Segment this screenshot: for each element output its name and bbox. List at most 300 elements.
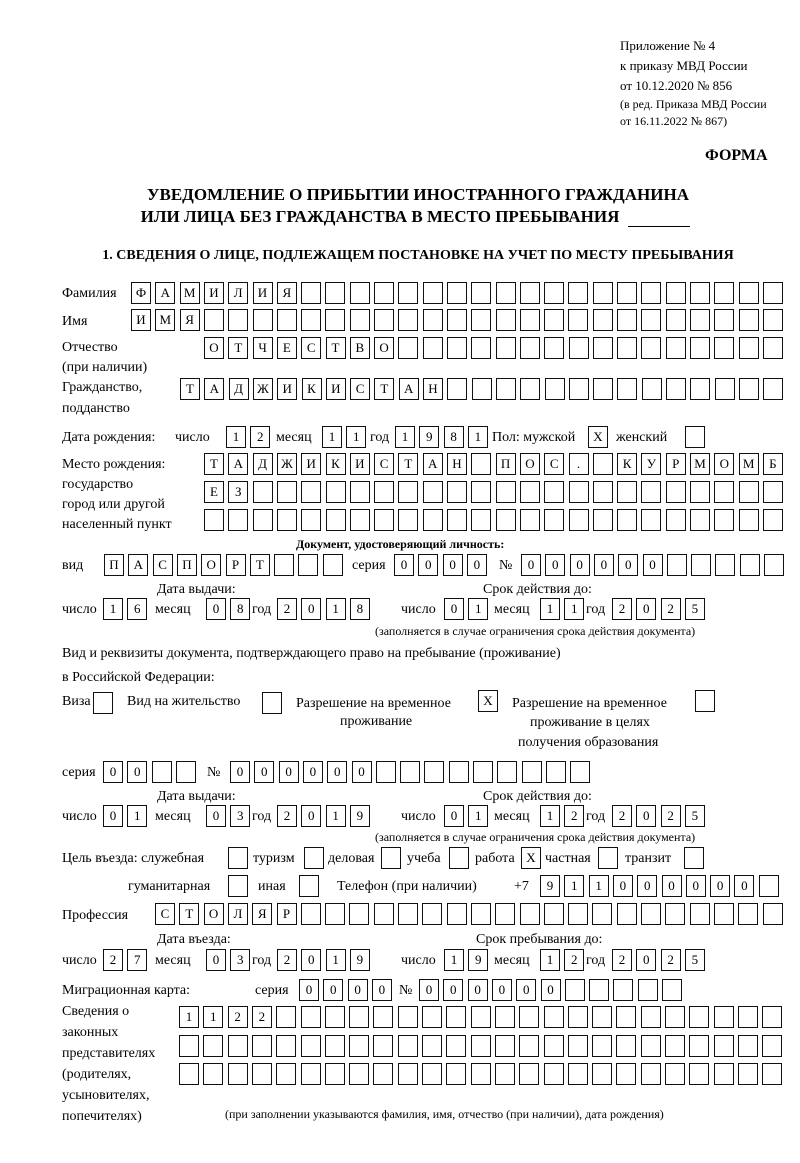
char-cell[interactable] [714,337,734,359]
char-cell[interactable]: 0 [492,979,512,1001]
char-cell[interactable] [398,903,418,925]
checkbox-cell[interactable] [381,847,401,869]
char-cell[interactable] [495,1006,515,1028]
char-cell[interactable] [447,282,467,304]
char-cell[interactable]: Е [204,481,224,503]
char-cell[interactable] [422,1063,442,1085]
char-cell[interactable] [715,378,735,400]
char-cell[interactable] [203,1035,223,1057]
char-cell[interactable]: 0 [301,949,321,971]
char-cell[interactable] [520,509,540,531]
char-cell[interactable]: 1 [346,426,366,448]
char-cell[interactable]: М [739,453,759,475]
char-cell[interactable] [496,378,516,400]
char-cell[interactable] [152,761,172,783]
char-cell[interactable] [763,378,783,400]
char-cell[interactable] [473,761,493,783]
char-cell[interactable] [203,1063,223,1085]
char-cell[interactable] [739,378,759,400]
char-cell[interactable] [495,903,515,925]
char-cell[interactable] [665,1035,685,1057]
char-cell[interactable] [471,509,491,531]
char-cell[interactable] [519,1006,539,1028]
char-cell[interactable] [762,1006,782,1028]
char-cell[interactable]: Т [180,378,200,400]
char-cell[interactable] [252,1035,272,1057]
char-cell[interactable] [301,481,321,503]
char-cell[interactable]: Р [277,903,297,925]
char-cell[interactable] [764,554,784,576]
char-cell[interactable] [519,1063,539,1085]
char-cell[interactable] [471,1006,491,1028]
char-cell[interactable] [471,1063,491,1085]
char-cell[interactable] [666,337,686,359]
char-cell[interactable] [641,481,661,503]
char-cell[interactable]: 0 [443,979,463,1001]
char-cell[interactable] [763,509,783,531]
char-cell[interactable] [544,282,564,304]
char-cell[interactable]: И [350,453,370,475]
char-cell[interactable] [423,282,443,304]
char-cell[interactable]: 0 [279,761,299,783]
char-cell[interactable] [520,309,540,331]
char-cell[interactable] [253,509,273,531]
char-cell[interactable]: 0 [206,805,226,827]
char-cell[interactable] [374,481,394,503]
char-cell[interactable] [763,903,783,925]
char-cell[interactable]: А [423,453,443,475]
char-cell[interactable] [739,509,759,531]
char-cell[interactable]: 1 [564,598,584,620]
char-cell[interactable]: 5 [685,805,705,827]
char-cell[interactable] [325,1035,345,1057]
char-cell[interactable] [544,481,564,503]
char-cell[interactable] [349,1063,369,1085]
char-cell[interactable]: 0 [662,875,682,897]
char-cell[interactable] [422,903,442,925]
char-cell[interactable] [617,309,637,331]
char-cell[interactable] [228,1035,248,1057]
char-cell[interactable]: 1 [468,805,488,827]
char-cell[interactable] [569,378,589,400]
char-cell[interactable] [689,1006,709,1028]
char-cell[interactable] [497,761,517,783]
char-cell[interactable]: 8 [444,426,464,448]
char-cell[interactable]: 1 [127,805,147,827]
char-cell[interactable]: 3 [230,805,250,827]
char-cell[interactable] [398,337,418,359]
char-cell[interactable] [276,1035,296,1057]
checkbox-cell[interactable] [262,692,282,714]
char-cell[interactable] [739,481,759,503]
char-cell[interactable]: К [302,378,322,400]
char-cell[interactable] [569,509,589,531]
char-cell[interactable] [398,1035,418,1057]
char-cell[interactable]: Д [253,453,273,475]
char-cell[interactable] [642,378,662,400]
char-cell[interactable] [447,337,467,359]
char-cell[interactable]: К [617,453,637,475]
char-cell[interactable]: 2 [228,1006,248,1028]
char-cell[interactable] [496,337,516,359]
char-cell[interactable]: 0 [594,554,614,576]
char-cell[interactable]: 0 [710,875,730,897]
char-cell[interactable]: 0 [444,805,464,827]
char-cell[interactable] [349,1006,369,1028]
char-cell[interactable] [544,509,564,531]
char-cell[interactable] [326,509,346,531]
char-cell[interactable] [276,1063,296,1085]
char-cell[interactable]: О [204,337,224,359]
char-cell[interactable] [520,378,540,400]
char-cell[interactable]: 0 [734,875,754,897]
char-cell[interactable]: У [641,453,661,475]
char-cell[interactable] [520,481,540,503]
char-cell[interactable] [617,337,637,359]
char-cell[interactable]: С [544,453,564,475]
char-cell[interactable]: Ж [253,378,273,400]
char-cell[interactable] [301,1006,321,1028]
char-cell[interactable]: 0 [643,554,663,576]
char-cell[interactable] [738,1063,758,1085]
char-cell[interactable]: 2 [661,598,681,620]
char-cell[interactable] [691,554,711,576]
char-cell[interactable]: П [104,554,124,576]
char-cell[interactable] [739,337,759,359]
char-cell[interactable] [495,1063,515,1085]
char-cell[interactable] [301,509,321,531]
char-cell[interactable]: О [520,453,540,475]
char-cell[interactable] [496,282,516,304]
char-cell[interactable]: . [569,453,589,475]
char-cell[interactable]: С [350,378,370,400]
char-cell[interactable] [666,282,686,304]
char-cell[interactable]: Ж [277,453,297,475]
char-cell[interactable]: 2 [564,805,584,827]
char-cell[interactable]: Т [250,554,270,576]
char-cell[interactable] [568,282,588,304]
char-cell[interactable] [690,309,710,331]
char-cell[interactable]: Н [423,378,443,400]
char-cell[interactable] [204,509,224,531]
char-cell[interactable]: 2 [564,949,584,971]
char-cell[interactable] [641,1063,661,1085]
char-cell[interactable] [472,378,492,400]
char-cell[interactable] [298,554,318,576]
char-cell[interactable]: 2 [277,805,297,827]
char-cell[interactable] [593,282,613,304]
char-cell[interactable] [714,282,734,304]
char-cell[interactable]: Д [229,378,249,400]
char-cell[interactable] [544,1006,564,1028]
char-cell[interactable]: А [204,378,224,400]
char-cell[interactable]: 2 [612,805,632,827]
char-cell[interactable]: 1 [103,598,123,620]
char-cell[interactable] [374,309,394,331]
char-cell[interactable] [592,1006,612,1028]
char-cell[interactable]: 0 [516,979,536,1001]
char-cell[interactable] [763,337,783,359]
char-cell[interactable]: 1 [326,805,346,827]
char-cell[interactable]: И [253,282,273,304]
char-cell[interactable] [565,979,585,1001]
char-cell[interactable]: 0 [303,761,323,783]
char-cell[interactable]: 1 [326,598,346,620]
char-cell[interactable]: С [155,903,175,925]
char-cell[interactable] [738,1006,758,1028]
char-cell[interactable] [447,903,467,925]
char-cell[interactable]: 0 [636,805,656,827]
char-cell[interactable]: 0 [206,949,226,971]
char-cell[interactable]: 0 [254,761,274,783]
checkbox-cell[interactable] [685,426,705,448]
char-cell[interactable] [641,282,661,304]
char-cell[interactable]: 9 [468,949,488,971]
char-cell[interactable] [423,337,443,359]
char-cell[interactable] [714,1035,734,1057]
char-cell[interactable]: 1 [179,1006,199,1028]
char-cell[interactable] [495,1035,515,1057]
char-cell[interactable] [665,903,685,925]
char-cell[interactable]: 0 [348,979,368,1001]
char-cell[interactable] [616,1006,636,1028]
char-cell[interactable]: 0 [545,554,565,576]
char-cell[interactable]: Т [204,453,224,475]
char-cell[interactable] [447,509,467,531]
char-cell[interactable]: 9 [350,949,370,971]
char-cell[interactable] [762,1035,782,1057]
char-cell[interactable] [374,903,394,925]
char-cell[interactable] [593,453,613,475]
char-cell[interactable] [374,509,394,531]
checkbox-cell[interactable]: X [478,690,498,712]
char-cell[interactable]: 0 [686,875,706,897]
char-cell[interactable] [447,481,467,503]
char-cell[interactable] [423,509,443,531]
char-cell[interactable] [617,509,637,531]
char-cell[interactable]: 2 [661,949,681,971]
char-cell[interactable]: Ч [253,337,273,359]
char-cell[interactable] [544,1035,564,1057]
checkbox-cell[interactable] [695,690,715,712]
char-cell[interactable]: И [204,282,224,304]
char-cell[interactable] [738,1035,758,1057]
char-cell[interactable]: О [201,554,221,576]
char-cell[interactable] [544,903,564,925]
char-cell[interactable]: 1 [540,805,560,827]
char-cell[interactable] [520,337,540,359]
char-cell[interactable] [690,378,710,400]
char-cell[interactable]: 0 [467,554,487,576]
char-cell[interactable]: 1 [468,426,488,448]
char-cell[interactable] [593,378,613,400]
char-cell[interactable] [471,481,491,503]
char-cell[interactable]: И [326,378,346,400]
char-cell[interactable]: Р [666,453,686,475]
char-cell[interactable]: 7 [127,949,147,971]
char-cell[interactable]: С [153,554,173,576]
char-cell[interactable]: О [374,337,394,359]
char-cell[interactable]: 0 [206,598,226,620]
char-cell[interactable] [422,1035,442,1057]
char-cell[interactable] [641,309,661,331]
char-cell[interactable] [641,903,661,925]
char-cell[interactable] [423,309,443,331]
char-cell[interactable] [176,761,196,783]
char-cell[interactable]: 2 [252,1006,272,1028]
char-cell[interactable]: 0 [327,761,347,783]
char-cell[interactable] [689,1063,709,1085]
char-cell[interactable]: 1 [468,598,488,620]
char-cell[interactable] [616,1035,636,1057]
char-cell[interactable]: 0 [418,554,438,576]
char-cell[interactable] [641,1006,661,1028]
char-cell[interactable] [228,309,248,331]
char-cell[interactable] [666,509,686,531]
char-cell[interactable] [398,282,418,304]
char-cell[interactable] [617,282,637,304]
char-cell[interactable] [589,979,609,1001]
char-cell[interactable] [569,481,589,503]
char-cell[interactable]: Ф [131,282,151,304]
char-cell[interactable] [274,554,294,576]
char-cell[interactable]: 8 [230,598,250,620]
char-cell[interactable]: 0 [443,554,463,576]
char-cell[interactable] [301,1035,321,1057]
char-cell[interactable] [568,1063,588,1085]
char-cell[interactable]: М [690,453,710,475]
char-cell[interactable]: 1 [322,426,342,448]
char-cell[interactable] [690,903,710,925]
char-cell[interactable] [544,309,564,331]
char-cell[interactable]: 0 [521,554,541,576]
char-cell[interactable] [446,1063,466,1085]
char-cell[interactable]: 0 [444,598,464,620]
char-cell[interactable] [714,481,734,503]
char-cell[interactable] [568,903,588,925]
char-cell[interactable] [714,1006,734,1028]
char-cell[interactable]: Б [763,453,783,475]
char-cell[interactable] [326,481,346,503]
char-cell[interactable] [204,309,224,331]
char-cell[interactable]: 1 [444,949,464,971]
char-cell[interactable] [641,1035,661,1057]
char-cell[interactable] [665,1063,685,1085]
char-cell[interactable]: 0 [103,805,123,827]
char-cell[interactable] [277,509,297,531]
char-cell[interactable] [179,1063,199,1085]
char-cell[interactable] [544,337,564,359]
char-cell[interactable] [301,1063,321,1085]
char-cell[interactable]: Р [226,554,246,576]
char-cell[interactable] [471,903,491,925]
char-cell[interactable] [253,481,273,503]
char-cell[interactable] [739,309,759,331]
checkbox-cell[interactable]: X [521,847,541,869]
char-cell[interactable] [350,309,370,331]
char-cell[interactable] [593,337,613,359]
char-cell[interactable] [471,1035,491,1057]
char-cell[interactable] [593,509,613,531]
char-cell[interactable] [471,453,491,475]
char-cell[interactable] [325,309,345,331]
char-cell[interactable]: 0 [230,761,250,783]
char-cell[interactable] [592,1035,612,1057]
char-cell[interactable]: 2 [250,426,270,448]
char-cell[interactable]: 0 [570,554,590,576]
char-cell[interactable] [350,481,370,503]
char-cell[interactable] [422,1006,442,1028]
char-cell[interactable] [568,1035,588,1057]
char-cell[interactable]: Е [277,337,297,359]
char-cell[interactable] [665,1006,685,1028]
char-cell[interactable]: 1 [226,426,246,448]
char-cell[interactable] [638,979,658,1001]
char-cell[interactable] [592,1063,612,1085]
char-cell[interactable] [763,481,783,503]
char-cell[interactable] [690,337,710,359]
char-cell[interactable]: 1 [540,949,560,971]
char-cell[interactable]: 0 [372,979,392,1001]
char-cell[interactable]: М [180,282,200,304]
char-cell[interactable] [398,509,418,531]
char-cell[interactable] [662,979,682,1001]
char-cell[interactable]: А [228,453,248,475]
char-cell[interactable]: 0 [637,875,657,897]
char-cell[interactable] [276,1006,296,1028]
char-cell[interactable]: 2 [277,598,297,620]
char-cell[interactable] [373,1063,393,1085]
char-cell[interactable] [641,509,661,531]
checkbox-cell[interactable] [449,847,469,869]
char-cell[interactable]: Т [326,337,346,359]
char-cell[interactable] [593,481,613,503]
char-cell[interactable] [447,378,467,400]
char-cell[interactable] [228,1063,248,1085]
char-cell[interactable] [616,1063,636,1085]
checkbox-cell[interactable] [228,847,248,869]
char-cell[interactable] [449,761,469,783]
char-cell[interactable] [520,282,540,304]
char-cell[interactable]: Я [277,282,297,304]
char-cell[interactable]: 1 [395,426,415,448]
char-cell[interactable]: 0 [301,805,321,827]
char-cell[interactable] [568,1006,588,1028]
char-cell[interactable]: Л [228,903,248,925]
char-cell[interactable] [350,509,370,531]
char-cell[interactable]: Т [398,453,418,475]
char-cell[interactable] [715,554,735,576]
checkbox-cell[interactable] [299,875,319,897]
char-cell[interactable] [447,309,467,331]
char-cell[interactable] [617,378,637,400]
char-cell[interactable] [496,509,516,531]
char-cell[interactable]: 0 [103,761,123,783]
char-cell[interactable]: П [177,554,197,576]
char-cell[interactable]: А [399,378,419,400]
char-cell[interactable] [373,1006,393,1028]
char-cell[interactable]: 9 [350,805,370,827]
char-cell[interactable]: 0 [541,979,561,1001]
char-cell[interactable]: 0 [419,979,439,1001]
char-cell[interactable] [714,309,734,331]
char-cell[interactable] [714,509,734,531]
char-cell[interactable] [570,761,590,783]
char-cell[interactable] [690,509,710,531]
char-cell[interactable]: 5 [685,598,705,620]
char-cell[interactable]: 0 [636,949,656,971]
char-cell[interactable] [714,1063,734,1085]
